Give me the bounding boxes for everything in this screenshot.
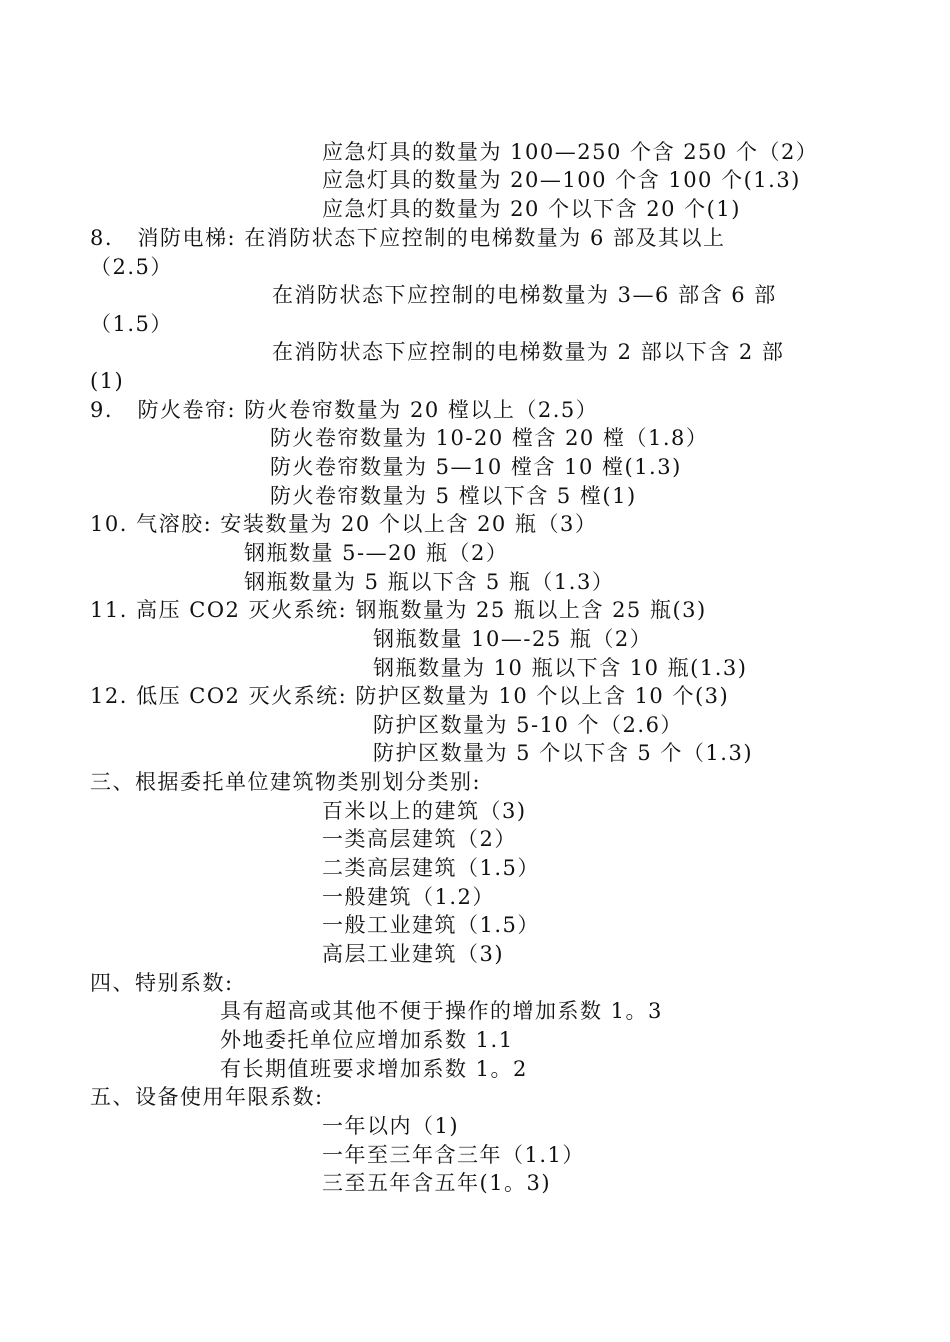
- section-heading-special-coefficient: 四、特别系数:: [90, 971, 234, 995]
- text-line-long-term-duty-coefficient: 有长期值班要求增加系数 1。2: [220, 1057, 528, 1081]
- text-line-high-pressure-co2-10-25: 钢瓶数量 10—-25 瓶（2）: [373, 627, 653, 651]
- text-line-fire-elevator-heading: 8. 消防电梯: 在消防状态下应控制的电梯数量为 6 部及其以上: [90, 226, 726, 250]
- text-line-three-to-five-years: 三至五年含五年(1。3): [322, 1171, 552, 1195]
- text-line-fire-elevator-coef-3: (1): [90, 369, 125, 393]
- text-line-fire-shutter-10-20: 防火卷帘数量为 10-20 樘含 20 樘（1.8）: [270, 426, 709, 450]
- text-line-within-one-year: 一年以内（1): [322, 1114, 460, 1138]
- text-line-low-pressure-co2-under-5: 防护区数量为 5 个以下含 5 个（1.3): [373, 741, 754, 765]
- text-line-aerosol-5-20: 钢瓶数量 5-—20 瓶（2）: [244, 541, 509, 565]
- text-line-emergency-light-100-250: 应急灯具的数量为 100—250 个含 250 个（2）: [322, 140, 819, 164]
- text-line-high-rise-industrial-building: 高层工业建筑（3): [322, 942, 505, 966]
- text-line-aerosol-under-5: 钢瓶数量为 5 瓶以下含 5 瓶（1.3）: [244, 570, 615, 594]
- text-line-high-pressure-co2-heading: 11. 高压 CO2 灭火系统: 钢瓶数量为 25 瓶以上含 25 瓶(3): [90, 598, 707, 622]
- text-line-aerosol-heading: 10. 气溶胶: 安装数量为 20 个以上含 20 瓶（3）: [90, 512, 598, 536]
- text-line-emergency-light-under-20: 应急灯具的数量为 20 个以下含 20 个(1): [322, 197, 741, 221]
- text-line-class-1-high-rise: 一类高层建筑（2）: [322, 827, 517, 851]
- text-line-one-to-three-years: 一年至三年含三年（1.1）: [322, 1143, 585, 1167]
- text-line-super-high-coefficient: 具有超高或其他不便于操作的增加系数 1。3: [220, 999, 663, 1023]
- section-heading-building-category: 三、根据委托单位建筑物类别划分类别:: [90, 770, 482, 794]
- text-line-high-pressure-co2-under-10: 钢瓶数量为 10 瓶以下含 10 瓶(1.3): [373, 656, 748, 680]
- text-line-class-2-high-rise: 二类高层建筑（1.5）: [322, 856, 540, 880]
- text-line-emergency-light-20-100: 应急灯具的数量为 20—100 个含 100 个(1.3): [322, 168, 801, 192]
- text-line-building-over-100m: 百米以上的建筑（3): [322, 799, 527, 823]
- text-line-general-industrial-building: 一般工业建筑（1.5）: [322, 913, 540, 937]
- text-line-fire-elevator-coef-1: （2.5）: [90, 255, 173, 279]
- text-line-fire-elevator-3-6: 在消防状态下应控制的电梯数量为 3—6 部含 6 部: [272, 283, 777, 307]
- text-line-out-of-town-coefficient: 外地委托单位应增加系数 1.1: [220, 1028, 514, 1052]
- text-line-fire-shutter-under-5: 防火卷帘数量为 5 樘以下含 5 樘(1): [270, 484, 637, 508]
- text-line-fire-shutter-5-10: 防火卷帘数量为 5—10 樘含 10 樘(1.3): [270, 455, 682, 479]
- text-line-fire-elevator-coef-2: （1.5）: [90, 312, 173, 336]
- text-line-general-building: 一般建筑（1.2）: [322, 885, 495, 909]
- text-line-fire-shutter-heading: 9. 防火卷帘: 防火卷帘数量为 20 樘以上（2.5）: [90, 398, 599, 422]
- text-line-low-pressure-co2-5-10: 防护区数量为 5-10 个（2.6）: [373, 713, 683, 737]
- section-heading-equipment-age-coefficient: 五、设备使用年限系数:: [90, 1085, 324, 1109]
- text-line-low-pressure-co2-heading: 12. 低压 CO2 灭火系统: 防护区数量为 10 个以上含 10 个(3): [90, 684, 730, 708]
- text-line-fire-elevator-under-2: 在消防状态下应控制的电梯数量为 2 部以下含 2 部: [272, 340, 785, 364]
